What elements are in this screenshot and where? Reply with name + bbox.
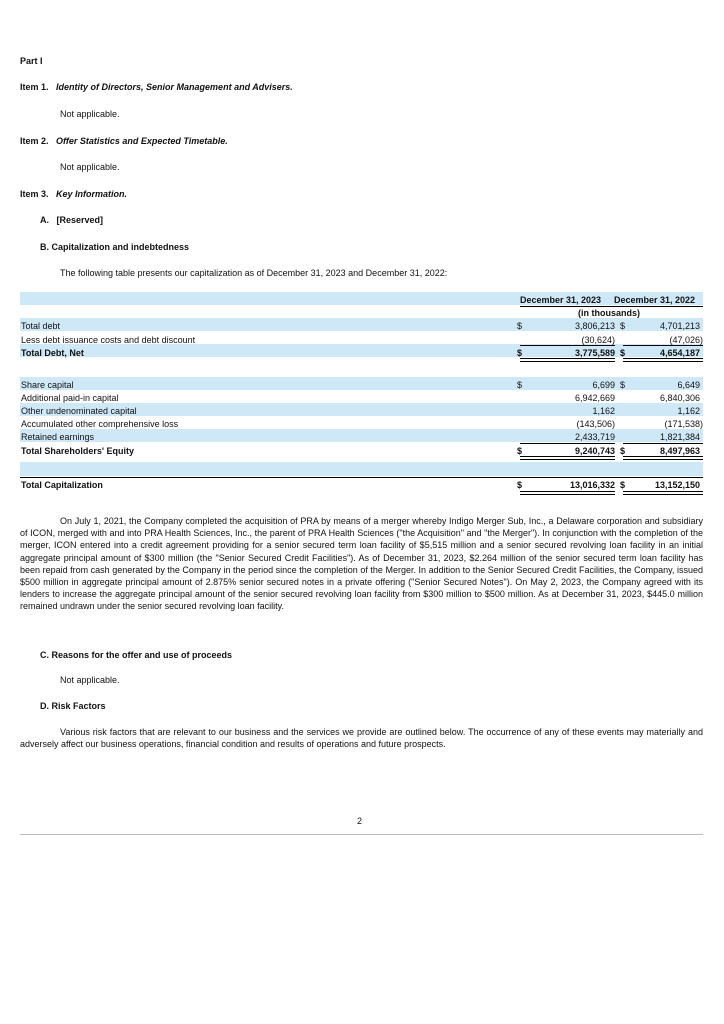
section-c-body: Not applicable. <box>60 675 120 685</box>
value-2022: 8,497,963 <box>659 446 700 456</box>
value-2023: 6,942,669 <box>574 393 615 403</box>
value-2023: 2,433,719 <box>574 432 615 442</box>
row-label-apic: Additional paid-in capital <box>21 393 119 403</box>
section-c-label: C. <box>40 650 49 660</box>
currency-symbol: $ <box>517 480 523 490</box>
row-label-total-debt-net: Total Debt, Net <box>21 348 84 358</box>
value-2023: 3,775,589 <box>574 348 615 358</box>
value-2022: (171,538) <box>664 419 703 429</box>
value-2023: 6,699 <box>592 380 615 390</box>
section-b-title: Capitalization and indebtedness <box>51 242 190 252</box>
row-label-debt-issuance: Less debt issuance costs and debt discount <box>21 335 196 345</box>
value-2023: (30,624) <box>581 335 615 345</box>
acquisition-paragraph <box>20 515 703 613</box>
value-2023: (143,506) <box>576 419 615 429</box>
item1-heading <box>20 82 293 92</box>
value-2022: 13,152,150 <box>654 480 700 490</box>
acquisition-text: On July 1, 2021, the Company completed the acquisition of PRA by means of a merger whereby Indigo Merger Sub, Inc., a Delaware corporation and subsidiary of ICON, merged with and into PRA Health Sciences, Inc., the parent of PRA Health Sciences ("the Acquisition" and "the Merger"). In conjunction with the completion of the merger, ICON entered into a credit agreement providing for a senior secured term loan facility of $5,515 million and a senior secured revolving loan facility in an initial aggregate principal amount of $300 million (the "Senior Secured Credit Facilities"). As of December 31, 2023, $2.264 million of the senior secured term loan facility has been repaid from cash generated by the Company in the period since the completion of the Merger. In addition to the Senior Secured Credit Facilities, the Company, issued $500 million in aggregate principal amount of 2.875% senior secured notes in a private offering ("Senior Secured Notes"). On May 2, 2023, the Company agreed with its lenders to increase the aggregate principal amount of the senior secured revolving loan facility from $300 million to $500 million. As at December 31, 2023, $445.0 million remained undrawn under the senior secured revolving loan facility. <box>20 516 703 612</box>
item3-title: Key Information. <box>56 189 128 199</box>
section-b-label: B. <box>40 242 49 252</box>
value-2022: 1,162 <box>677 406 700 416</box>
item2-title: Offer Statistics and Expected Timetable. <box>56 136 228 146</box>
value-2022: (47,026) <box>669 335 703 345</box>
item3-number: Item 3. <box>20 189 49 199</box>
currency-symbol: $ <box>517 348 523 358</box>
value-2023: 3,806,213 <box>574 321 615 331</box>
currency-symbol: $ <box>517 321 523 331</box>
item3-heading <box>20 189 127 199</box>
value-2022: 6,649 <box>677 380 700 390</box>
item2-number: Item 2. <box>20 136 49 146</box>
section-b-heading <box>40 242 189 252</box>
item1-body: Not applicable. <box>60 109 120 119</box>
currency-symbol: $ <box>620 446 626 456</box>
value-2022: 6,840,306 <box>659 393 700 403</box>
item1-number: Item 1. <box>20 82 49 92</box>
section-a-title: [Reserved] <box>56 215 104 225</box>
currency-symbol: $ <box>517 446 523 456</box>
item1-title: Identity of Directors, Senior Management and Advisers. <box>56 82 293 92</box>
row-label-total-debt: Total debt <box>21 321 61 331</box>
value-2023: 1,162 <box>592 406 615 416</box>
risk-factors-text: Various risk factors that are relevant to our business and the services we provide are outlined below. The occurrence of any of these events may materially and adversely affect our business operations, financial condition and results of operations and future prospects. <box>20 727 703 750</box>
section-d-title: Risk Factors <box>51 701 106 711</box>
footer-divider <box>20 834 703 835</box>
row-label-aoci: Accumulated other comprehensive loss <box>21 419 179 429</box>
section-a-heading <box>40 215 103 225</box>
row-label-total-equity: Total Shareholders' Equity <box>21 446 134 456</box>
section-a-label: A. <box>40 215 49 225</box>
page-number: 2 <box>357 816 363 826</box>
row-label-retained-earnings: Retained earnings <box>21 432 95 442</box>
currency-symbol: $ <box>620 480 626 490</box>
value-2023: 9,240,743 <box>574 446 615 456</box>
currency-symbol: $ <box>620 321 626 331</box>
section-c-heading <box>40 650 232 660</box>
header-dec-2023: December 31, 2023 <box>520 295 602 305</box>
section-d-heading <box>40 701 106 711</box>
value-2023: 13,016,332 <box>569 480 615 490</box>
part-heading: Part I <box>20 56 43 66</box>
header-unit: (in thousands) <box>578 308 640 318</box>
row-label-undenominated: Other undenominated capital <box>21 406 137 416</box>
row-label-share-capital: Share capital <box>21 380 74 390</box>
item2-heading <box>20 136 228 146</box>
section-d-label: D. <box>40 701 49 711</box>
value-2022: 4,654,187 <box>659 348 700 358</box>
currency-symbol: $ <box>620 380 626 390</box>
risk-factors-paragraph <box>20 726 703 750</box>
row-label-total-capitalization: Total Capitalization <box>21 480 103 490</box>
value-2022: 1,821,384 <box>659 432 700 442</box>
header-dec-2022: December 31, 2022 <box>614 295 696 305</box>
currency-symbol: $ <box>517 380 523 390</box>
value-2022: 4,701,213 <box>659 321 700 331</box>
currency-symbol: $ <box>620 348 626 358</box>
section-c-title: Reasons for the offer and use of proceeds <box>51 650 233 660</box>
capitalization-intro: The following table presents our capitalization as of December 31, 2023 and December 31, 2022: <box>60 268 448 278</box>
item2-body: Not applicable. <box>60 162 120 172</box>
